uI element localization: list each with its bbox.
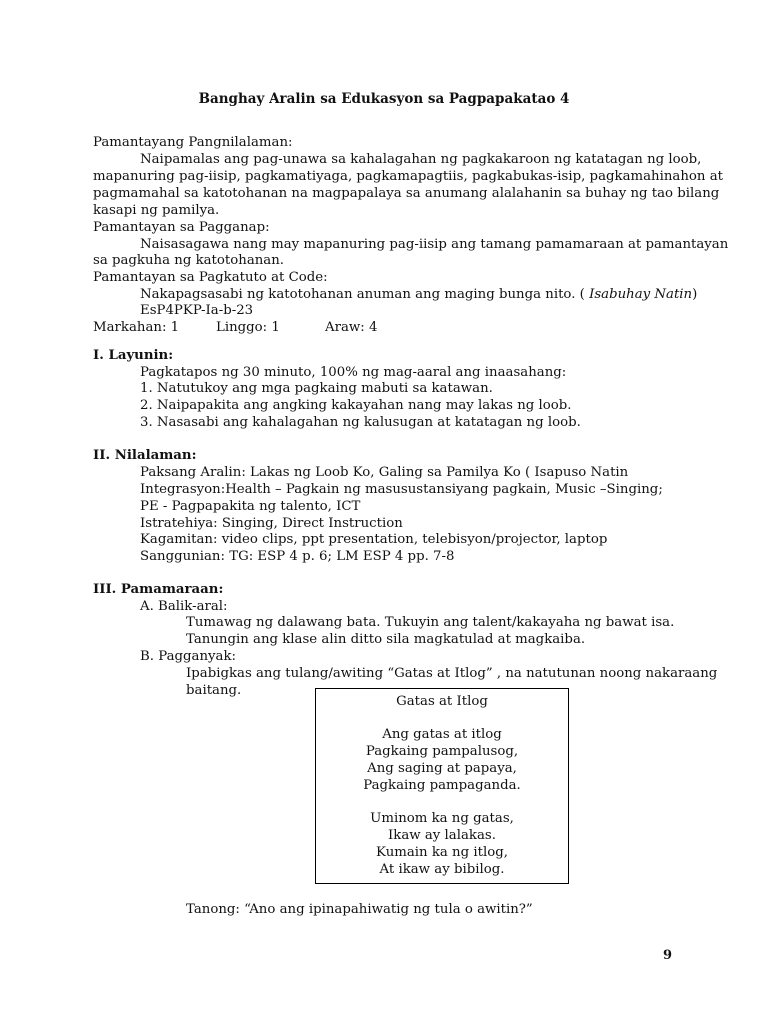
poem-line: Ang saging at papaya, bbox=[367, 761, 517, 776]
pangnilalaman-line: kasapi ng pamilya. bbox=[93, 203, 220, 218]
nilalaman-integrasyon: Integrasyon:Health – Pagkain ng masusustansiyang pagkain, Music –Singing; bbox=[140, 482, 663, 497]
pagkatuto-line bbox=[140, 286, 697, 303]
pangnilalaman-line: pagmamahal sa katotohanan na magpapalaya sa anumang alalahanin sa buhay ng tao bilang bbox=[93, 186, 720, 201]
pagganyak-line: baitang. bbox=[186, 683, 242, 698]
pagganap-line: Naisasagawa nang may mapanuring pag-iisip ang tamang pamamaraan at pamantayan bbox=[140, 237, 729, 252]
markahan-label: Markahan: 1 bbox=[93, 320, 180, 335]
balik-aral-line: Tumawag ng dalawang bata. Tukuyin ang talent/kakayaha ng bawat isa. bbox=[186, 615, 675, 630]
nilalaman-pe: PE - Pagpapakita ng talento, ICT bbox=[140, 499, 361, 514]
pagkatuto-italic: Isabuhay Natin bbox=[589, 287, 693, 302]
pamamaraan-heading: III. Pamamaraan: bbox=[93, 582, 224, 597]
pagganap-heading: Pamantayan sa Pagganap: bbox=[93, 220, 270, 235]
pagganap-line: sa pagkuha ng katotohanan. bbox=[93, 253, 285, 268]
pagkatuto-text: Nakapagsasabi ng katotohanan anuman ang maging bunga nito. ( bbox=[140, 287, 590, 302]
pagkatuto-heading: Pamantayan sa Pagkatuto at Code: bbox=[93, 270, 328, 285]
document-title: Banghay Aralin sa Edukasyon sa Pagpapakatao 4 bbox=[198, 91, 570, 107]
pagganyak-label: B. Pagganyak: bbox=[140, 649, 236, 664]
linggo-label: Linggo: 1 bbox=[216, 320, 280, 335]
poem-line: At ikaw ay bibilog. bbox=[379, 862, 505, 877]
nilalaman-heading: II. Nilalaman: bbox=[93, 448, 197, 463]
poem-title: Gatas at Itlog bbox=[396, 694, 488, 709]
nilalaman-paksa: Paksang Aralin: Lakas ng Loob Ko, Galing sa Pamilya Ko ( Isapuso Natin bbox=[140, 465, 629, 480]
nilalaman-kagamitan: Kagamitan: video clips, ppt presentation, telebisyon/projector, laptop bbox=[140, 532, 608, 547]
tanong-line: Tanong: “Ano ang ipinapahiwatig ng tula o awitin?” bbox=[186, 902, 533, 917]
pagganyak-line: Ipabigkas ang tulang/awiting “Gatas at Itlog” , na natutunan noong nakaraang bbox=[186, 666, 718, 681]
layunin-item: 1. Natutukoy ang mga pagkaing mabuti sa katawan. bbox=[140, 381, 493, 396]
balik-aral-line: Tanungin ang klase alin ditto sila magkatulad at magkaiba. bbox=[186, 632, 586, 647]
poem-line: Kumain ka ng itlog, bbox=[376, 845, 508, 860]
layunin-heading: I. Layunin: bbox=[93, 348, 174, 363]
pagkatuto-code: EsP4PKP-Ia-b-23 bbox=[140, 303, 254, 318]
pagkatuto-close: ) bbox=[692, 287, 698, 302]
poem-line: Ikaw ay lalakas. bbox=[388, 828, 496, 843]
layunin-item: 3. Nasasabi ang kahalagahan ng kalusugan at katatagan ng loob. bbox=[140, 415, 581, 430]
layunin-intro: Pagkatapos ng 30 minuto, 100% ng mag-aaral ang inaasahang: bbox=[140, 365, 567, 380]
page-number: 9 bbox=[663, 948, 673, 963]
poem-box bbox=[315, 688, 569, 884]
pangnilalaman-line: Naipamalas ang pag-unawa sa kahalagahan ng pagkakaroon ng katatagan ng loob, bbox=[140, 152, 702, 167]
poem-line: Pagkaing pampalusog, bbox=[365, 744, 519, 759]
nilalaman-istratehiya: Istratehiya: Singing, Direct Instruction bbox=[140, 516, 403, 531]
poem-line: Ang gatas at itlog bbox=[382, 727, 502, 742]
nilalaman-sanggunian: Sanggunian: TG: ESP 4 p. 6; LM ESP 4 pp. 7-8 bbox=[140, 549, 455, 564]
poem-line: Uminom ka ng gatas, bbox=[370, 811, 514, 826]
pangnilalaman-line: mapanuring pag-iisip, pagkamatiyaga, pagkamapagtiis, pagkabukas-isip, pagkamahinahon at bbox=[93, 169, 723, 184]
layunin-item: 2. Naipapakita ang angking kakayahan nang may lakas ng loob. bbox=[140, 398, 572, 413]
araw-label: Araw: 4 bbox=[325, 320, 378, 335]
pangnilalaman-heading: Pamantayang Pangnilalaman: bbox=[93, 135, 293, 150]
balik-aral-label: A. Balik-aral: bbox=[140, 599, 228, 614]
poem-line: Pagkaing pampaganda. bbox=[363, 778, 521, 793]
